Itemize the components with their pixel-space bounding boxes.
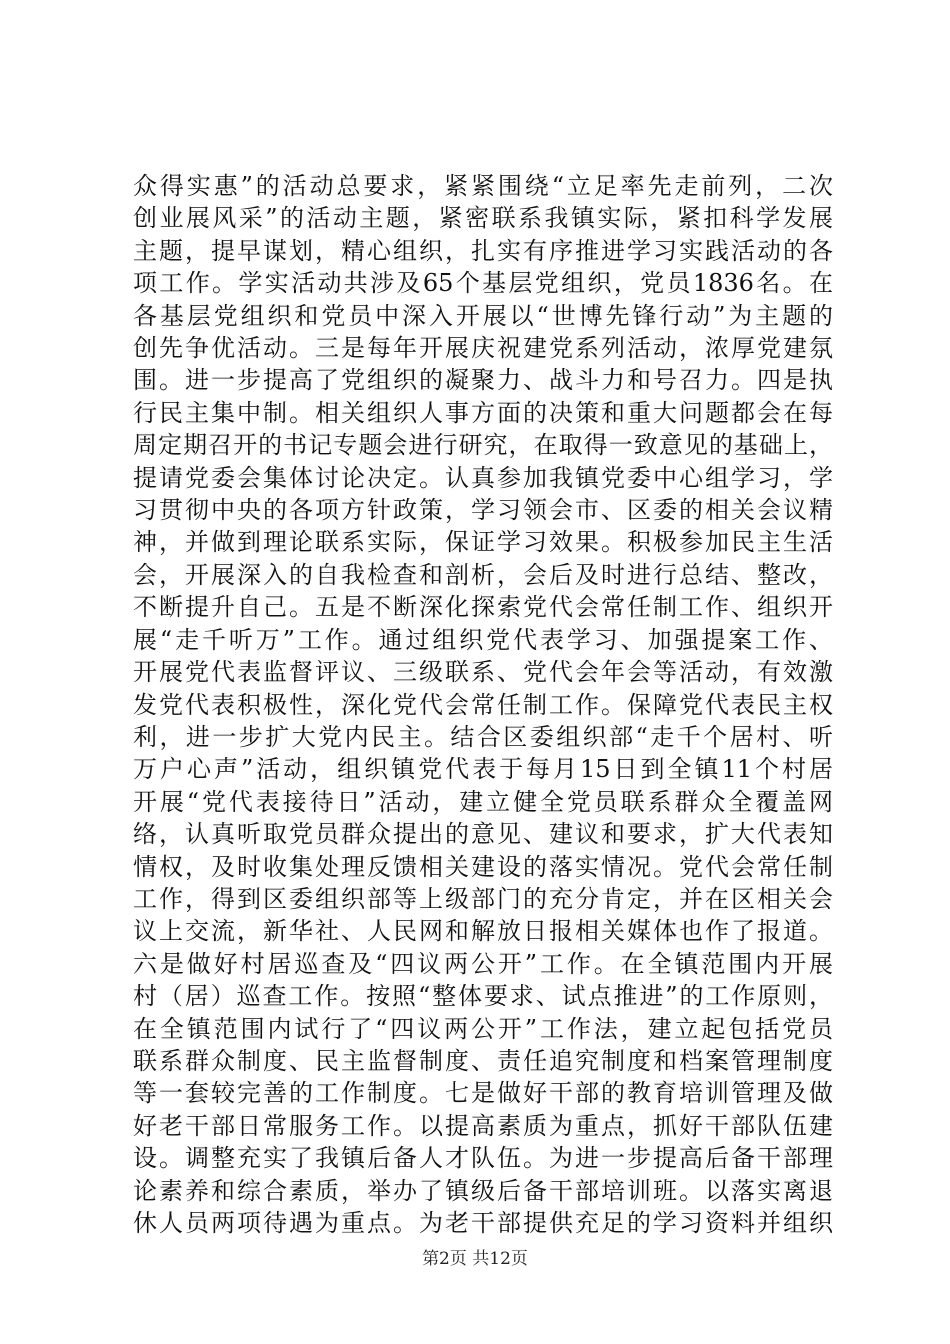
text-line: 议上交流，新华社、人民网和解放日报相关媒体也作了报道。 (133, 917, 833, 946)
text-line: 神，并做到理论联系实际，保证学习效果。积极参加民主生活 (133, 528, 833, 557)
text-line: 众得实惠”的活动总要求，紧紧围绕“立足率先走前列，二次 (133, 172, 833, 200)
text-line: 工作，得到区委组织部等上级部门的充分肯定，并在区相关会 (133, 884, 833, 913)
text-line: 开展“党代表接待日”活动，建立健全党员联系群众全覆盖网 (133, 787, 833, 816)
text-line: 周定期召开的书记专题会进行研究，在取得一致意见的基础上， (133, 431, 833, 460)
text-line: 利，进一步扩大党内民主。结合区委组织部“走千个居村、听 (133, 722, 833, 751)
text-line: 等一套较完善的工作制度。七是做好干部的教育培训管理及做 (133, 1079, 833, 1108)
text-line: 论素养和综合素质，举办了镇级后备干部培训班。以落实离退 (133, 1176, 833, 1205)
text-line: 会，开展深入的自我检查和剖析，会后及时进行总结、整改， (133, 560, 833, 589)
text-line: 创先争优活动。三是每年开展庆祝建党系列活动，浓厚党建氛 (133, 334, 833, 363)
text-line: 村（居）巡查工作。按照“整体要求、试点推进”的工作原则， (133, 982, 833, 1011)
text-line: 习贯彻中央的各项方针政策，学习领会市、区委的相关会议精 (133, 496, 833, 525)
text-line: 在全镇范围内试行了“四议两公开”工作法，建立起包括党员 (133, 1014, 833, 1043)
text-line: 创业展风采”的活动主题，紧密联系我镇实际，紧扣科学发展 (133, 204, 833, 233)
text-line: 项工作。学实活动共涉及65个基层党组织，党员1836名。在 (133, 269, 833, 298)
text-line: 行民主集中制。相关组织人事方面的决策和重大问题都会在每 (133, 398, 833, 427)
text-line: 各基层党组织和党员中深入开展以“世博先锋行动”为主题的 (133, 301, 833, 330)
text-line: 主题，提早谋划，精心组织，扎实有序推进学习实践活动的各 (133, 236, 833, 265)
text-line: 六是做好村居巡查及“四议两公开”工作。在全镇范围内开展 (133, 949, 833, 978)
text-line: 围。进一步提高了党组织的凝聚力、战斗力和号召力。四是执 (133, 366, 833, 395)
text-line: 络，认真听取党员群众提出的意见、建议和要求，扩大代表知 (133, 820, 833, 849)
text-line: 不断提升自己。五是不断深化探索党代会常任制工作、组织开 (133, 593, 833, 622)
body-text (133, 170, 833, 1239)
text-line: 情权，及时收集处理反馈相关建设的落实情况。党代会常任制 (133, 852, 833, 881)
text-line: 好老干部日常服务工作。以提高素质为重点，抓好干部队伍建 (133, 1111, 833, 1140)
page-number-footer: 第2页 共12页 (422, 1249, 528, 1269)
text-line: 开展党代表监督评议、三级联系、党代会年会等活动，有效激 (133, 658, 833, 687)
text-line: 联系群众制度、民主监督制度、责任追究制度和档案管理制度 (133, 1046, 833, 1075)
text-line: 提请党委会集体讨论决定。认真参加我镇党委中心组学习，学 (133, 463, 833, 492)
text-line: 设。调整充实了我镇后备人才队伍。为进一步提高后备干部理 (133, 1144, 833, 1173)
text-line: 万户心声”活动，组织镇党代表于每月15日到全镇11个村居 (133, 755, 833, 784)
text-line: 展“走千听万”工作。通过组织党代表学习、加强提案工作、 (133, 625, 833, 654)
text-line: 休人员两项待遇为重点。为老干部提供充足的学习资料并组织 (133, 1209, 833, 1237)
text-line: 发党代表积极性，深化党代会常任制工作。保障党代表民主权 (133, 690, 833, 719)
